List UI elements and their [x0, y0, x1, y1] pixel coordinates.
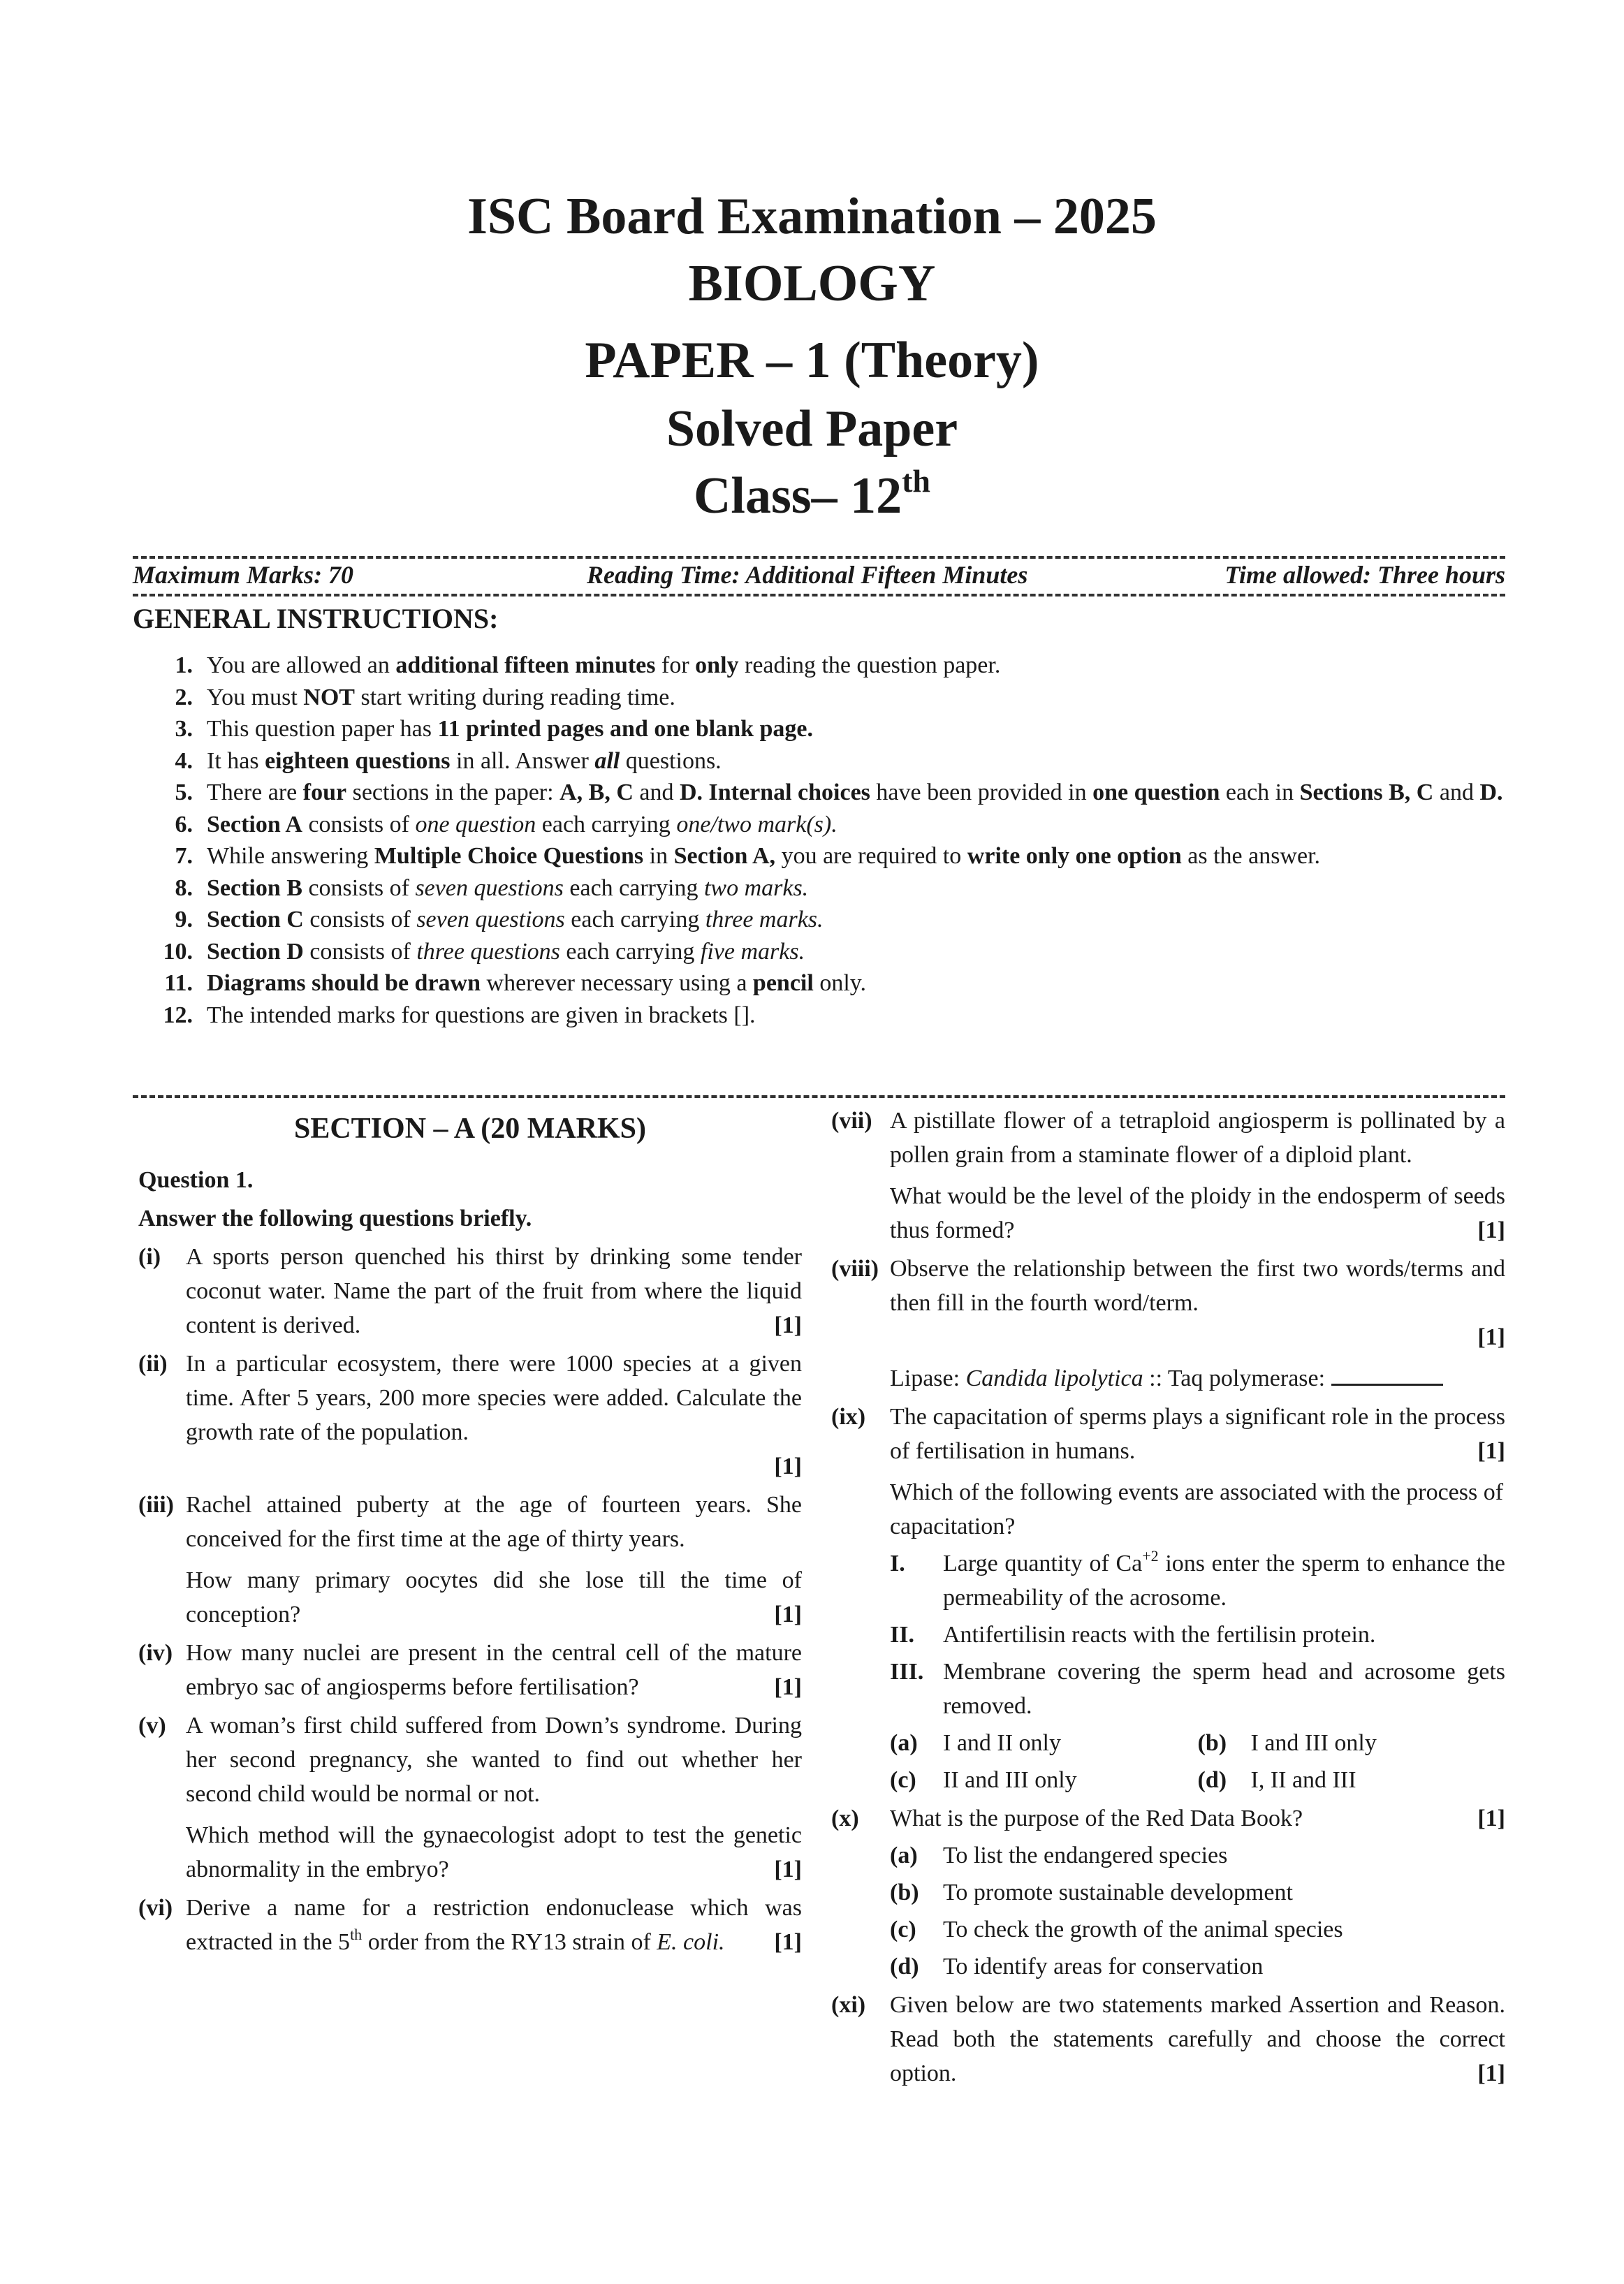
right-column	[831, 1104, 1505, 2091]
instruction-text: The intended marks for questions are given in brackets [].	[207, 1002, 756, 1028]
question-item: (i) A sports person quenched his thirst by drinking some tender coconut water. Name the part of the fruit from where the liquid content is derived. [1]	[138, 1240, 802, 1342]
instruction-item	[133, 713, 1505, 745]
marks-label: [1]	[1477, 1324, 1505, 1350]
instruction-text: There are four sections in the paper: A, B, C and D. Internal choices have been provided in one question each in Sections B, C and D.	[207, 779, 1503, 805]
option-b[interactable]: (b) To promote sustainable development	[890, 1880, 1293, 1905]
exam-meta-row	[133, 560, 1505, 592]
section-a-heading: SECTION – A (20 MARKS)	[293, 1113, 647, 1145]
option-b[interactable]: (b) I and III only	[1197, 1730, 1377, 1756]
marks-label: [1]	[1477, 2060, 1505, 2086]
question-item: (v) A woman’s first child suffered from Down’s syndrome. During her second pregnancy, she wanted to find out whether her second child would be normal or not. Which method will the gynaecologist adopt to test the genetic abnormality in the embryo? [1]	[138, 1708, 802, 1887]
instruction-item	[133, 1000, 1505, 1032]
option-row	[890, 1726, 1505, 1760]
reading-time: Reading Time: Additional Fifteen Minutes	[587, 561, 1028, 589]
instruction-item	[133, 967, 1505, 1000]
question-item: (ii) In a particular ecosystem, there were 1000 species at a given time. After 5 years, 200 more species were added. Calculate the growth rate of the population. [1]	[138, 1351, 802, 1479]
statement-item: III. Membrane covering the sperm head and acrosome gets removed.	[890, 1659, 1505, 1719]
left-column	[138, 1104, 802, 1959]
question-item: (iii) Rachel attained puberty at the age of fourteen years. She conceived for the first time at the age of thirty years. How many primary oocytes did she lose till the time of conception? [1]	[138, 1488, 802, 1632]
instructions-heading: GENERAL INSTRUCTIONS:	[133, 603, 499, 634]
instruction-item	[133, 872, 1505, 905]
instruction-number: 6.	[175, 811, 193, 837]
statement-item: I. Large quantity of $Ca^{+2}$ ions enter the sperm to enhance the permeability of the acrosome.	[890, 1547, 1505, 1611]
option-row	[890, 1763, 1505, 1797]
instruction-item	[133, 777, 1505, 809]
option-c[interactable]: (c) To check the growth of the animal species	[890, 1917, 1343, 1942]
question-item: (x) What is the purpose of the Red Data Book? [1] (a) To list the endangered species (b) To promote sustainable development (c) To check the growth of the animal species (d) To identify areas for conservation	[831, 1801, 1505, 1984]
instruction-item	[133, 904, 1505, 936]
exam-title: ISC Board Examination – 2025	[467, 188, 1157, 245]
question-item: (vi) Derive a name for a restriction endonuclease which was extracted in the 5th order from the RY13 strain of E. coli. [1]	[138, 1891, 802, 1959]
instruction-item	[133, 809, 1505, 841]
instruction-number: 7.	[175, 843, 193, 869]
marks-label: [1]	[1477, 1438, 1505, 1464]
option-a[interactable]: (a) To list the endangered species	[890, 1843, 1228, 1868]
marks-label: [1]	[1477, 1217, 1505, 1243]
instruction-text: While answering Multiple Choice Questions in Section A, you are required to write only one option as the answer.	[207, 843, 1321, 869]
option-d[interactable]: (d) I, II and III	[1197, 1767, 1356, 1793]
question-item: (xi) Given below are two statements marked Assertion and Reason. Read both the statements carefully and choose the correct option. [1]	[831, 1988, 1505, 2091]
question-item: (vii) A pistillate flower of a tetraploid angiosperm is pollinated by a pollen grain from a staminate flower of a diploid plant. What would be the level of the ploidy in the endosperm of seeds thus formed? [1]	[831, 1104, 1505, 1247]
max-marks: Maximum Marks: 70	[133, 561, 354, 589]
option-a[interactable]: (a) I and II only	[890, 1730, 1062, 1756]
instruction-number: 1.	[175, 652, 193, 678]
instruction-text: This question paper has 11 printed pages and one blank page.	[207, 716, 814, 742]
statement-item: II. Antifertilisin reacts with the fertilisin protein.	[890, 1622, 1376, 1648]
paper-subtitle: Solved Paper	[666, 400, 958, 457]
option-c[interactable]: (c) II and III only	[890, 1767, 1077, 1793]
marks-label: [1]	[774, 1674, 802, 1700]
instruction-number: 10.	[163, 938, 193, 965]
instruction-text: You must NOT start writing during reading time.	[207, 684, 675, 710]
marks-label: [1]	[1477, 1806, 1505, 1831]
instruction-number: 4.	[175, 747, 193, 774]
instruction-text: Diagrams should be drawn wherever necessary using a pencil only.	[207, 970, 867, 996]
instruction-number: 12.	[163, 1002, 193, 1028]
instruction-text: You are allowed an additional fifteen minutes for only reading the question paper.	[207, 652, 1001, 678]
instruction-item	[133, 840, 1505, 872]
instruction-text: Section B consists of seven questions each carrying two marks.	[207, 874, 809, 901]
instructions-list	[133, 650, 1505, 1031]
divider-instructions	[133, 1095, 1505, 1098]
instruction-number: 2.	[175, 684, 193, 710]
instruction-number: 11.	[164, 970, 193, 996]
fill-blank	[1331, 1363, 1443, 1386]
instruction-item	[133, 682, 1505, 714]
class-title: Class– 12th	[693, 463, 930, 525]
paper-title: PAPER – 1 (Theory)	[585, 332, 1039, 389]
instruction-number: 3.	[175, 716, 193, 742]
question-item: (ix) The capacitation of sperms plays a significant role in the process of fertilisation in humans. [1] Which of the following events are associated with the process of capacitation? I. Large quantity of $Ca^{+2}$ ions enter the sperm to enhance the permeability of the acrosome. II. Antifertilisin reacts with the fertilisin protein. III. Membrane covering the sperm head and acrosome gets removed. (a) I and II only (b) I and III only (c) II and III only (d) I, II and III	[831, 1400, 1505, 1797]
question-1-instruction: Answer the following questions briefly.	[138, 1206, 532, 1231]
marks-label: [1]	[774, 1857, 802, 1882]
instruction-number: 9.	[175, 907, 193, 932]
instruction-item	[133, 650, 1505, 682]
marks-label: [1]	[774, 1312, 802, 1338]
instruction-number: 5.	[175, 779, 193, 805]
marks-label: [1]	[774, 1454, 802, 1479]
paper-title-block	[0, 183, 1624, 529]
marks-label: [1]	[774, 1602, 802, 1627]
instruction-number: 8.	[175, 874, 193, 901]
question-item: (iv) How many nuclei are present in the central cell of the mature embryo sac of angiosperms before fertilisation? [1]	[138, 1636, 802, 1704]
instruction-text: Section D consists of three questions each carrying five marks.	[207, 938, 805, 965]
marks-label: [1]	[774, 1929, 802, 1955]
subject-title: BIOLOGY	[688, 255, 936, 312]
question-1-label: Question 1.	[138, 1167, 254, 1193]
instruction-item	[133, 745, 1505, 777]
divider-meta	[133, 594, 1505, 596]
instruction-text: Section C consists of seven questions each carrying three marks.	[207, 907, 824, 932]
question-item: (viii) Observe the relationship between the first two words/terms and then fill in the fourth word/term. [1] Lipase: Candida lipolytica :: Taq polymerase:	[831, 1256, 1505, 1391]
instruction-text: It has eighteen questions in all. Answer all questions.	[207, 747, 722, 774]
instruction-text: Section A consists of one question each carrying one/two mark(s).	[207, 811, 837, 837]
instruction-item	[133, 936, 1505, 968]
option-d[interactable]: (d) To identify areas for conservation	[890, 1954, 1264, 1979]
divider-top	[133, 556, 1505, 559]
time-allowed: Time allowed: Three hours	[1224, 561, 1505, 589]
